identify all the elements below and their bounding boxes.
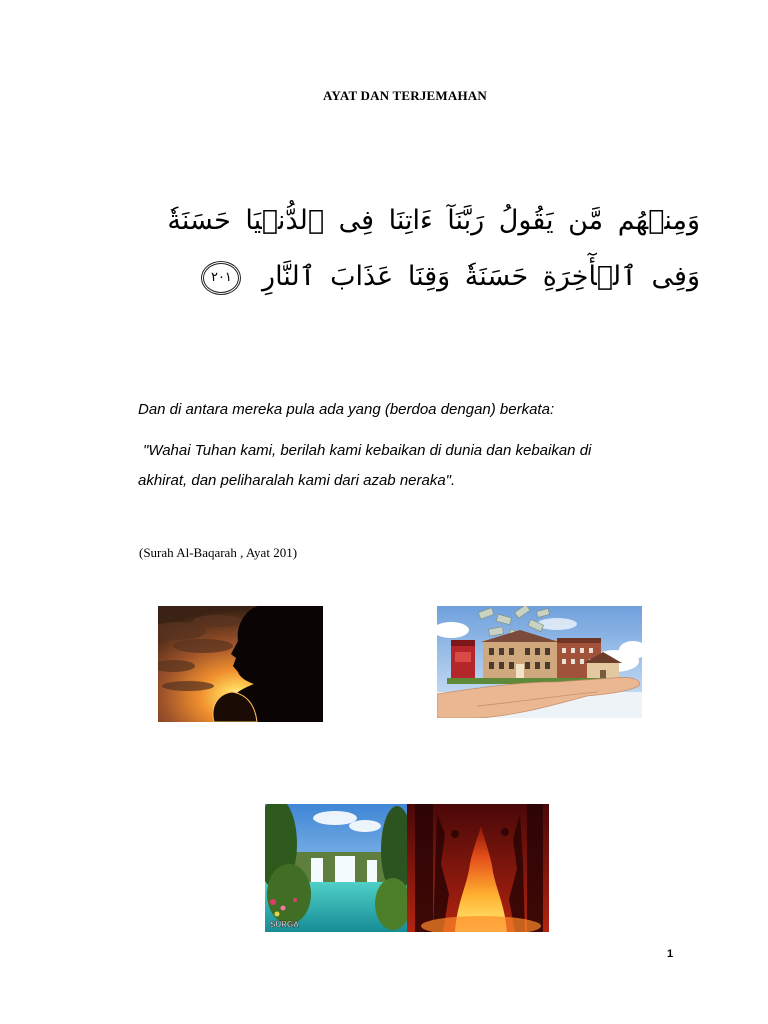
heaven-label: SURGA [270, 920, 299, 929]
heaven-and-hell-image [265, 804, 549, 932]
arabic-verse-text-1: وَمِنۡهُم مَّن يَقُولُ رَبَّنَآ ءَاتِنَا فِى ٱلدُّنۡيَا حَسَنَةٗ [167, 205, 700, 236]
arabic-verse-text-2: وَفِى ٱلۡأٓخِرَةِ حَسَنَةٗ وَقِنَا عَذَابَ ٱلنَّارِ [262, 261, 700, 292]
page-number: 1 [667, 948, 674, 960]
red-building [451, 640, 475, 684]
verse-reference: (Surah Al-Baqarah , Ayat 201) [139, 545, 298, 560]
hand-holding-wealth-image [437, 606, 642, 718]
arabic-verse-line-1 [140, 196, 700, 246]
translation-line-2: "Wahai Tuhan kami, berilah kami kebaikan di dunia dan kebaikan di [143, 442, 592, 459]
waterfall [311, 856, 377, 884]
translation-line-3: akhirat, dan peliharalah kami dari azab neraka". [138, 472, 456, 489]
praying-silhouette-image [158, 606, 323, 722]
arabic-verse-line-2 [140, 252, 700, 302]
heaven-scene [265, 804, 413, 932]
page-title: AYAT DAN TERJEMAHAN [323, 88, 487, 103]
hell-scene [407, 804, 549, 932]
translation-line-1: Dan di antara mereka pula ada yang (berdoa dengan) berkata: [138, 401, 555, 418]
ayah-number-marker: ٢٠١ [201, 261, 241, 295]
